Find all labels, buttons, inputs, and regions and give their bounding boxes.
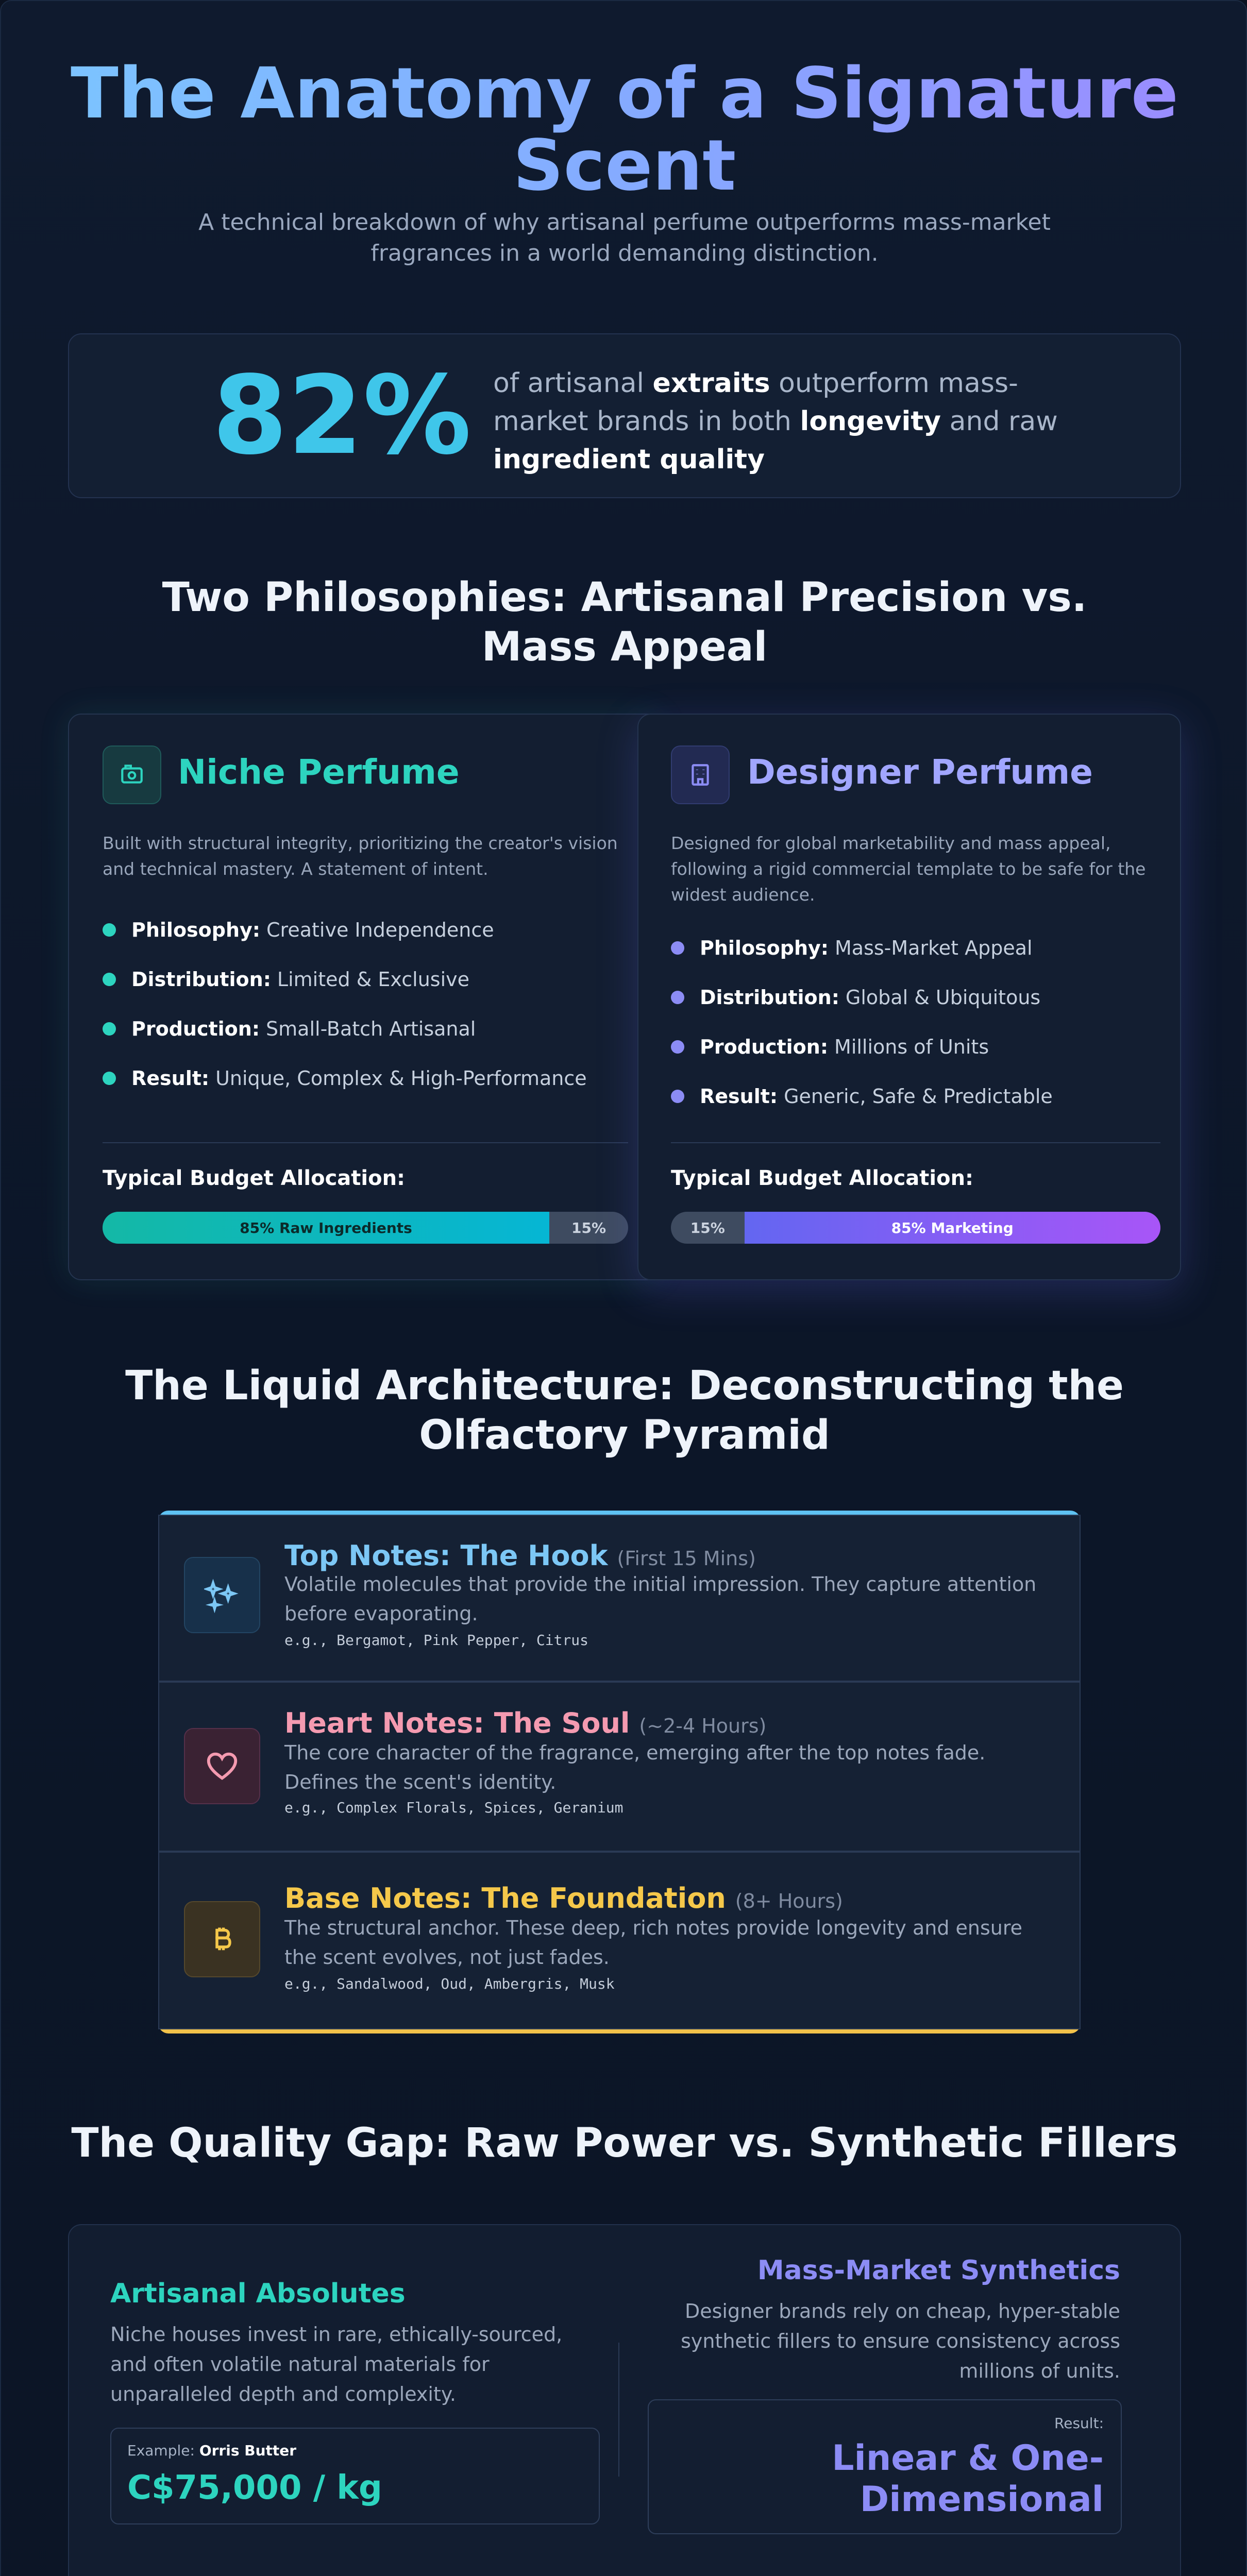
stat-value: 82% [212, 352, 471, 479]
list-item: Result: Unique, Complex & High-Performance [103, 1054, 649, 1103]
top-notes-examples: e.g., Bergamot, Pink Pepper, Citrus [284, 1632, 589, 1649]
list-item: Result: Generic, Safe & Predictable [671, 1072, 1166, 1121]
artisanal-example: Example: Orris Butter [127, 2442, 297, 2459]
synthetic-description: Designer brands rely on cheap, hyper-stable synthetic fillers to ensure consistency across millions of units. [681, 2300, 1120, 2382]
heart-notes-title: Heart Notes: The Soul (~2-4 Hours) [284, 1707, 767, 1739]
bullet-dot [103, 1072, 116, 1085]
artisanal-title: Artisanal Absolutes [110, 2278, 406, 2309]
hero-subtitle: A technical breakdown of why artisanal perfume outperforms mass-market fragrances in a world demanding distinction. [198, 209, 1051, 266]
designer-title: Designer Perfume [747, 752, 1093, 792]
list-item: Production: Small-Batch Artisanal [103, 1004, 649, 1054]
designer-budget-marketing: 85% Marketing [745, 1212, 1161, 1244]
list-item: Philosophy: Creative Independence [103, 905, 649, 955]
stat-text: of artisanal extraits outperform mass-market brands in both longevity and raw ingredient quality [493, 368, 1058, 475]
building-icon [671, 745, 730, 804]
niche-budget-other: 15% [571, 1219, 606, 1236]
camera-icon [103, 745, 161, 804]
artisanal-description: Niche houses invest in rare, ethically-sourced, and often volatile natural materials for unparalleled depth and complexity. [110, 2323, 563, 2405]
list-item: Distribution: Global & Ubiquitous [671, 973, 1166, 1022]
heart-notes-description: The core character of the fragrance, emerging after the top notes fade. Defines the scent's identity. [284, 1741, 986, 1793]
bullet-dot [103, 923, 116, 937]
niche-budget-ingredients: 85% Raw Ingredients [103, 1212, 549, 1244]
philosophies-title: Two Philosophies: Artisanal Precision vs. Mass Appeal [162, 574, 1087, 670]
designer-description: Designed for global marketability and mass appeal, following a rigid commercial template to be safe for the widest audience. [671, 833, 1146, 905]
quality-title: The Quality Gap: Raw Power vs. Synthetic Fillers [71, 2120, 1178, 2166]
divider [618, 2343, 619, 2477]
synthetic-result-label: Result: [1054, 2415, 1104, 2432]
niche-title: Niche Perfume [178, 752, 460, 792]
synthetic-result: Linear & One- Dimensional [832, 2438, 1104, 2520]
divider [671, 1142, 1160, 1143]
sparkle-icon [184, 1557, 260, 1633]
bitcoin-icon [184, 1901, 260, 1977]
list-item: Distribution: Limited & Exclusive [103, 955, 649, 1004]
top-notes-description: Volatile molecules that provide the initial impression. They capture attention before evaporating. [284, 1573, 1037, 1625]
pyramid-title: The Liquid Architecture: Deconstructing the Olfactory Pyramid [125, 1363, 1124, 1459]
bullet-dot [671, 1040, 684, 1054]
niche-description: Built with structural integrity, prioritizing the creator's vision and technical mastery. A statement of intent. [103, 833, 618, 879]
designer-budget-bar [671, 1212, 1160, 1244]
base-notes-title: Base Notes: The Foundation (8+ Hours) [284, 1882, 843, 1914]
hero-title: The Anatomy of a Signature Scent [63, 58, 1186, 202]
bullet-dot [671, 1090, 684, 1103]
divider [103, 1142, 628, 1143]
bullet-dot [103, 1022, 116, 1036]
synthetic-title: Mass-Market Synthetics [757, 2255, 1120, 2286]
base-notes-description: The structural anchor. These deep, rich notes provide longevity and ensure the scent evolves, not just fades. [284, 1917, 1023, 1969]
heart-icon [184, 1728, 260, 1804]
list-item: Philosophy: Mass-Market Appeal [671, 923, 1166, 973]
designer-budget-label: Typical Budget Allocation: [671, 1166, 974, 1190]
artisanal-price: C$75,000 / kg [127, 2469, 382, 2507]
list-item: Production: Millions of Units [671, 1022, 1166, 1072]
base-notes-examples: e.g., Sandalwood, Oud, Ambergris, Musk [284, 1975, 615, 1992]
niche-list [103, 905, 649, 1103]
heart-notes-examples: e.g., Complex Florals, Spices, Geranium [284, 1799, 624, 1816]
niche-budget-bar [103, 1212, 628, 1244]
bullet-dot [671, 991, 684, 1004]
bullet-dot [103, 973, 116, 986]
niche-budget-label: Typical Budget Allocation: [103, 1166, 406, 1190]
designer-list [671, 923, 1166, 1121]
bullet-dot [671, 941, 684, 955]
designer-budget-other: 15% [690, 1219, 725, 1236]
top-notes-title: Top Notes: The Hook (First 15 Mins) [284, 1539, 756, 1572]
